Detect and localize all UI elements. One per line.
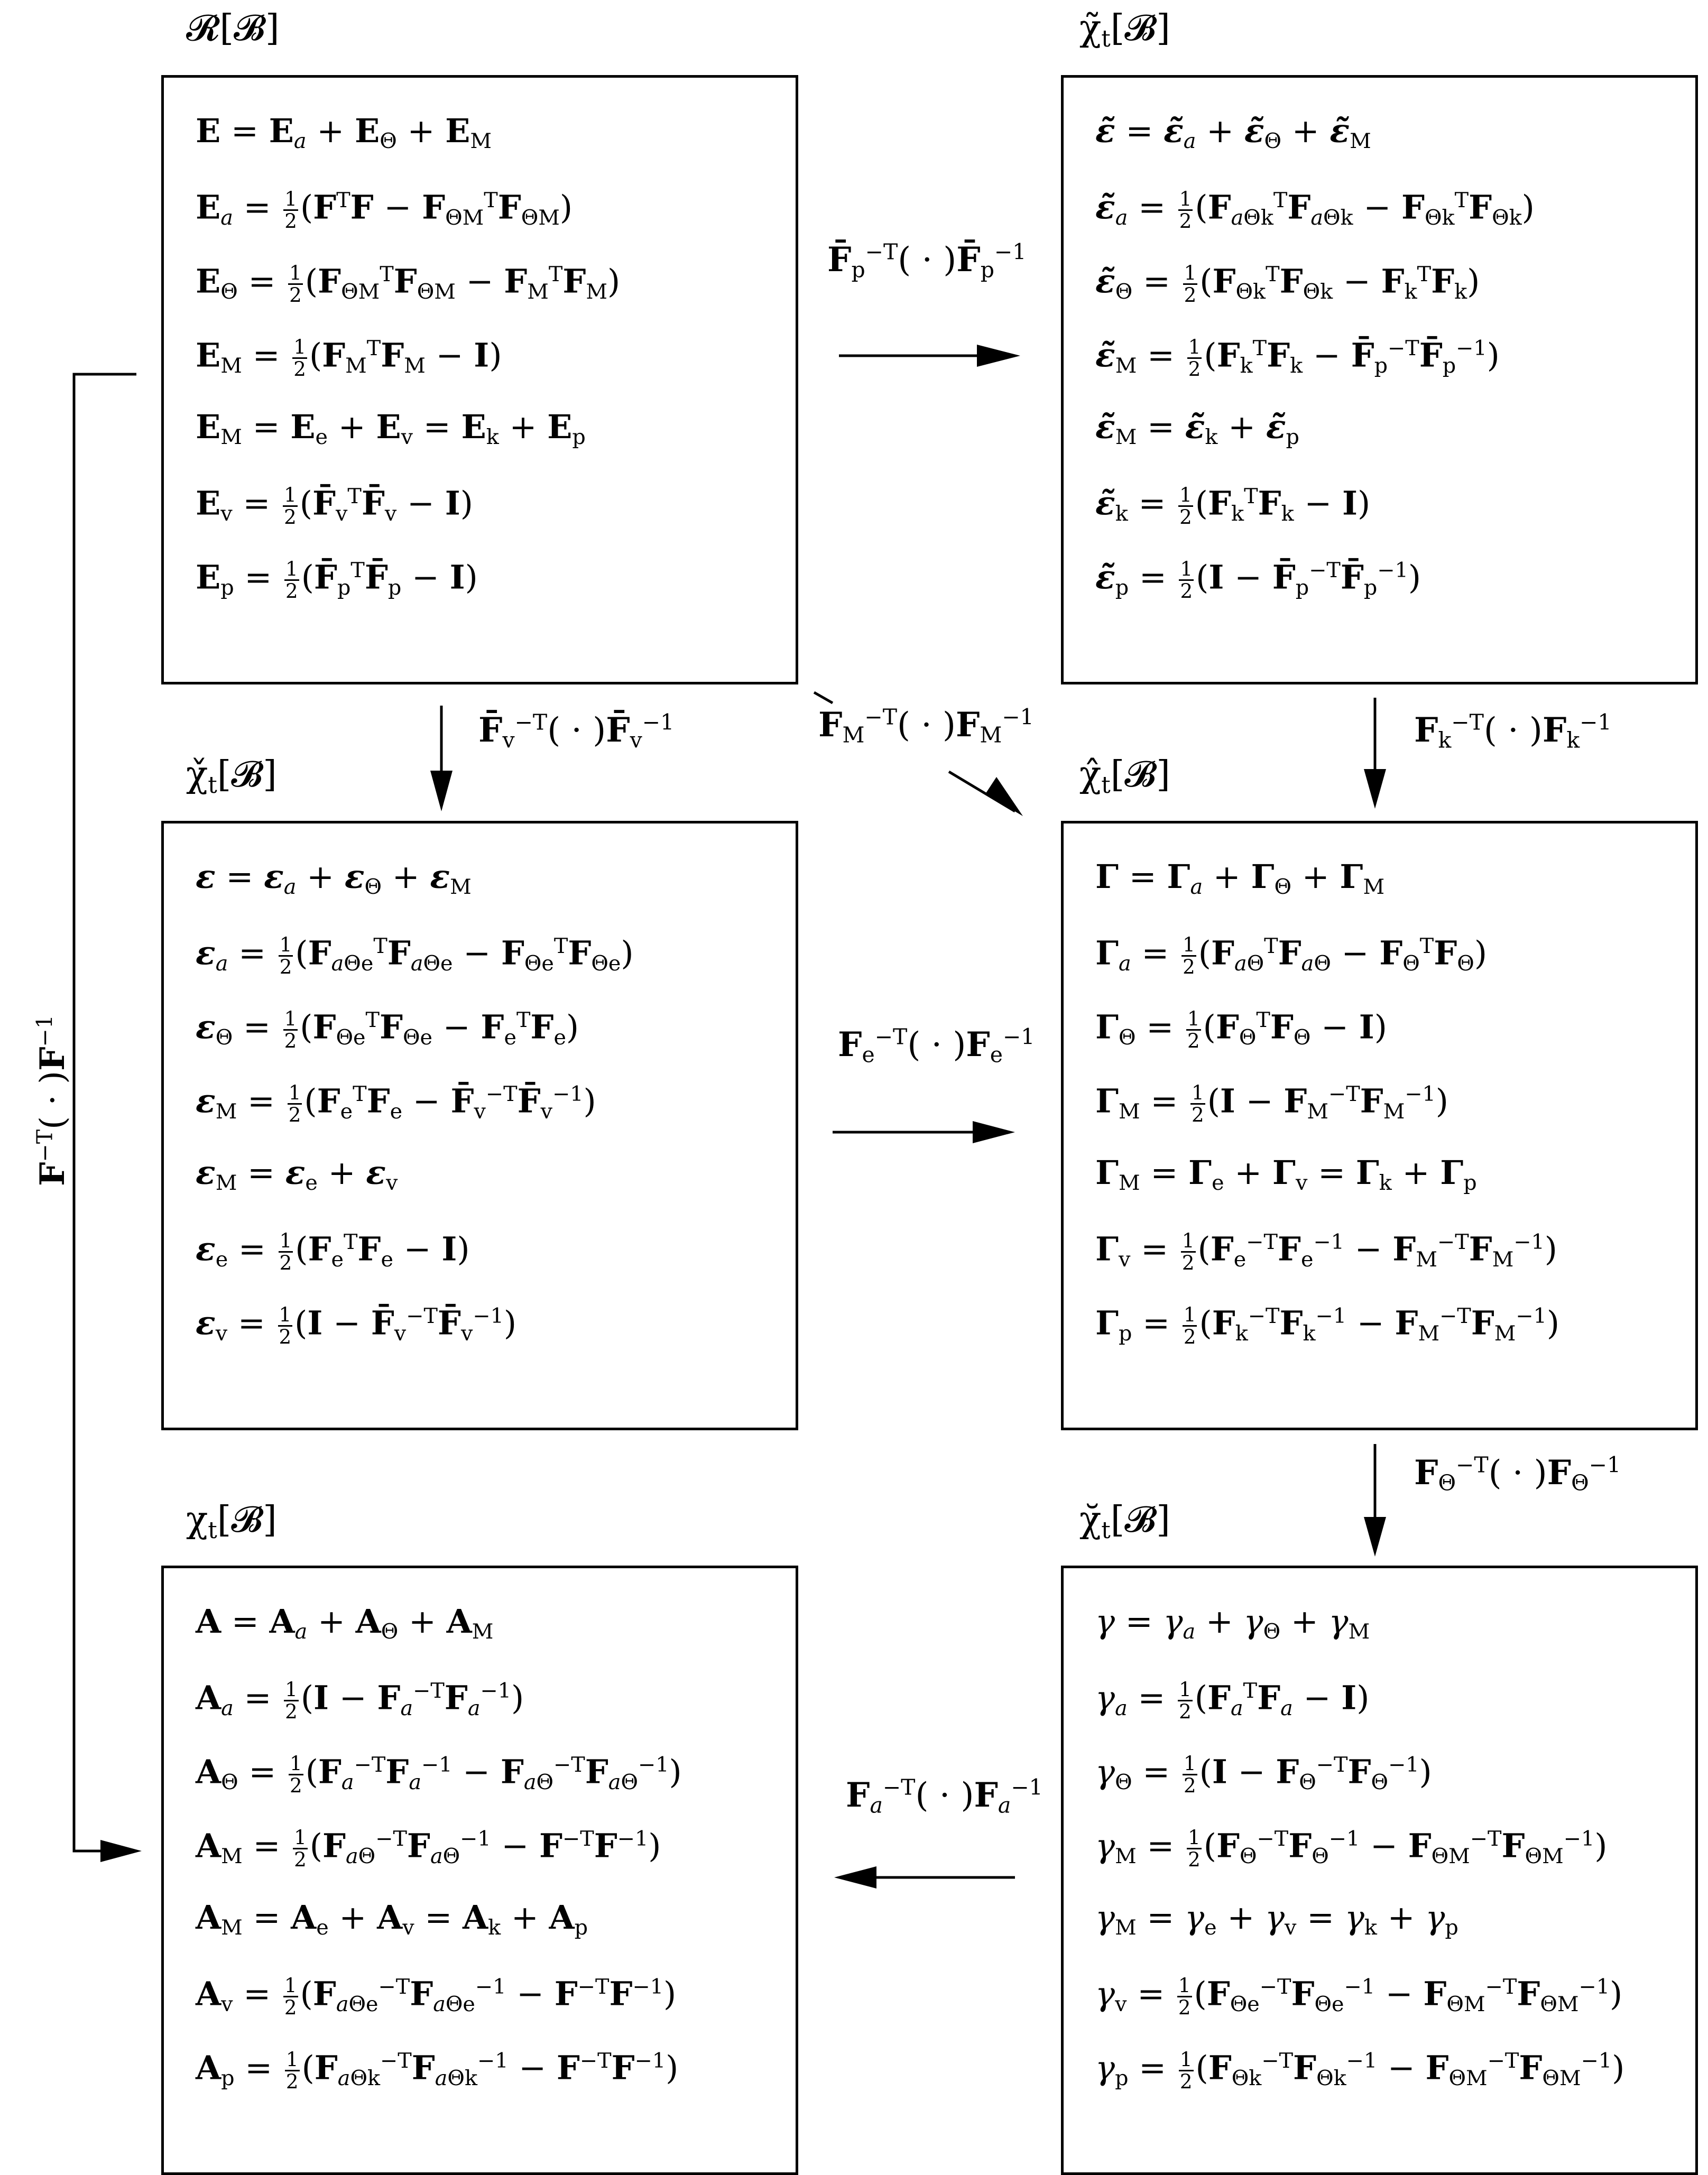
hat-equation-1: $\Gamma = \Gamma_a + \Gamma_\Theta + \Gamma_M$ xyxy=(1095,857,1385,900)
breve-equation-2: $\gamma_a$ = $\frac{1}{2}$ $(F_a^TF_a - I)$ xyxy=(1095,1678,1370,1724)
check-equation-5: $\varepsilon_M = \varepsilon_e + \varepsilon_v$ xyxy=(196,1153,398,1196)
arrow-ref-to-hat-tail xyxy=(814,692,833,703)
tilde-equation-4: $\varepsiloñ_M$ = $\frac{1}{2}$ ($F_k^TF_k$ − $F̄_p^{-T}F̄_p^{-1}$) xyxy=(1095,335,1500,381)
tilde-equation-2: $\varepsiloñ_a$ = $\frac{1}{2}$ $(F_{a\Theta k}^TF_{a\Theta k} - F_{\Theta k}^TF_{\Theta k})$ xyxy=(1095,187,1535,233)
operator-ref-to-check: $F̄_v^{-T}$( · )$F̄_v^{-1}$ xyxy=(478,709,675,753)
operator-hat-to-breve: $F_\Theta^{-T}( \cdot )F_\Theta^{-1}$ xyxy=(1414,1452,1621,1496)
curr-equation-2: $A_a$ = $\frac{1}{2}$ $(I - F_a^{-T}F_a^{-1})$ xyxy=(196,1678,524,1724)
curr-equation-5: $A_M = A_e + A_v = A_k + A_p$ xyxy=(196,1898,588,1940)
ref-equation-5: $E_M = E_e + E_v = E_k + E_p$ xyxy=(196,408,586,450)
operator-ref-to-tilde: $F̄_p^{-T}$( · )$F̄_p^{-1}$ xyxy=(827,239,1027,283)
hat-equation-6: $\Gamma_v$ = $\frac{1}{2}$ $(F_e^{-T}F_e^{-1} - F_M^{-T}F_M^{-1})$ xyxy=(1095,1229,1557,1275)
operator-tilde-to-hat: $F_k^{-T}( \cdot )F_k^{-1}$ xyxy=(1414,709,1612,753)
breve-equation-1: $\gamma = \gamma_a + \gamma_\Theta + \gamma_M$ xyxy=(1095,1602,1370,1644)
tilde-equation-5: $\varepsiloñ_M$ = $\varepsiloñ_k$ + $\varepsiloñ_p$ xyxy=(1095,408,1299,450)
operator-check-to-hat: $F_e^{-T}( \cdot )F_e^{-1}$ xyxy=(838,1024,1035,1068)
hat-equation-3: $\Gamma_\Theta$ = $\frac{1}{2}$ $(F_\Theta^TF_\Theta - I)$ xyxy=(1095,1007,1387,1053)
breve-configuration-label: $\chĭ_t[𝓑]$ xyxy=(1079,1499,1170,1544)
breve-equation-5: $\gamma_M = \gamma_e + \gamma_v = \gamma_k + \gamma_p$ xyxy=(1095,1898,1458,1940)
ref-equation-2: $E_a$ = $\frac{1}{2}$ $(F^TF - F_{\Theta M}^TF_{\Theta M})$ xyxy=(196,187,573,233)
tilde-equation-7: $\varepsiloñ_p$ = $\frac{1}{2}$ $(I - F̄_p^{-T}F̄_p^{-1})$ xyxy=(1095,557,1421,603)
ref-equation-6: $E_v$ = $\frac{1}{2}$ $(F̄_v^TF̄_v - I)$ xyxy=(196,483,473,529)
breve-equation-7: $\gamma_p$ = $\frac{1}{2}$ $(F_{\Theta k}^{-T}F_{\Theta k}^{-1} - F_{\Theta M}^{-T}F_{\Theta M}^{-1})$ xyxy=(1095,2048,1625,2094)
operator-ref-to-hat: $F_M^{-T}( \cdot )F_M^{-1}$ xyxy=(818,704,1034,748)
curr-equation-6: $A_v$ = $\frac{1}{2}$ $(F_{a\Theta e}^{-T}F_{a\Theta e}^{-1} - F^{-T}F^{-1})$ xyxy=(196,1974,677,2020)
ref-equation-3: $E_\Theta$ = $\frac{1}{2}$ $(F_{\Theta M}^TF_{\Theta M} - F_M^TF_M)$ xyxy=(196,261,621,307)
reference-configuration-label: 𝓡[𝓑] xyxy=(186,7,280,49)
current-configuration-label: $\chi_t[𝓑]$ xyxy=(186,1499,277,1544)
check-equation-7: $\varepsilon_v$ = $\frac{1}{2}$ $(I - F̄_v^{-T}F̄_v^{-1})$ xyxy=(196,1303,517,1349)
ref-equation-7: $E_p$ = $\frac{1}{2}$ $(F̄_p^TF̄_p - I)$ xyxy=(196,557,478,603)
breve-equation-6: $\gamma_v$ = $\frac{1}{2}$ $(F_{\Theta e}^{-T}F_{\Theta e}^{-1} - F_{\Theta M}^{-T}F_{\Theta M}^{-1})$ xyxy=(1095,1974,1623,2020)
check-configuration-label: $\chǐ_t[𝓑]$ xyxy=(186,754,277,799)
check-equation-3: $\varepsilon_\Theta$ = $\frac{1}{2}$ $(F_{\Theta e}^TF_{\Theta e} - F_e^TF_e)$ xyxy=(196,1007,579,1053)
tilde-equation-6: $\varepsiloñ_k$ = $\frac{1}{2}$ $(F_k^TF_k - I)$ xyxy=(1095,483,1371,529)
operator-ref-to-curr: $F^{-T}( \cdot )F^{-1}$ xyxy=(32,1015,72,1186)
curr-equation-4: $A_M$ = $\frac{1}{2}$ $(F_{a\Theta}^{-T}F_{a\Theta}^{-1} - F^{-T}F^{-1})$ xyxy=(196,1826,661,1872)
operator-breve-to-curr: $F_a^{-T}( \cdot )F_a^{-1}$ xyxy=(846,1774,1043,1818)
tilde-equation-3: $\varepsiloñ_\Theta$ = $\frac{1}{2}$ $(F_{\Theta k}^TF_{\Theta k} - F_k^TF_k)$ xyxy=(1095,261,1480,307)
breve-equation-3: $\gamma_\Theta$ = $\frac{1}{2}$ $(I - F_\Theta^{-T}F_\Theta^{-1})$ xyxy=(1095,1752,1432,1798)
hat-equation-4: $\Gamma_M$ = $\frac{1}{2}$ $(I - F_M^{-T}F_M^{-1})$ xyxy=(1095,1081,1448,1127)
hat-equation-2: $\Gamma_a$ = $\frac{1}{2}$ $(F_{a\Theta}^TF_{a\Theta} - F_\Theta^TF_\Theta)$ xyxy=(1095,933,1488,979)
check-equation-6: $\varepsilon_e$ = $\frac{1}{2}$ $(F_e^TF_e - I)$ xyxy=(196,1229,470,1275)
curr-equation-3: $A_\Theta$ = $\frac{1}{2}$ $(F_a^{-T}F_a^{-1} - F_{a\Theta}^{-T}F_{a\Theta}^{-1})$ xyxy=(196,1752,682,1798)
ref-equation-1: $E = E_a + E_\Theta + E_M$ xyxy=(196,112,492,154)
check-equation-1: $\varepsilon = \varepsilon_a + \varepsilon_\Theta + \varepsilon_M$ xyxy=(196,857,472,900)
arrow-ref-to-curr xyxy=(74,374,136,1851)
tilde-equation-1: ε̃ = $\varepsiloñ_a$ + $\varepsiloñ_\Theta$ + $\varepsiloñ_M$ xyxy=(1095,112,1371,154)
hat-equation-7: $\Gamma_p$ = $\frac{1}{2}$ $(F_k^{-T}F_k^{-1} - F_M^{-T}F_M^{-1})$ xyxy=(1095,1303,1560,1349)
breve-equation-4: $\gamma_M$ = $\frac{1}{2}$ $(F_\Theta^{-T}F_\Theta^{-1} - F_{\Theta M}^{-T}F_{\Theta M}^{-1})$ xyxy=(1095,1826,1608,1872)
curr-equation-7: $A_p$ = $\frac{1}{2}$ $(F_{a\Theta k}^{-T}F_{a\Theta k}^{-1} - F^{-T}F^{-1})$ xyxy=(196,2048,679,2094)
curr-equation-1: $A = A_a + A_\Theta + A_M$ xyxy=(196,1602,494,1644)
check-equation-4: $\varepsilon_M$ = $\frac{1}{2}$ ($F_e^TF_e$ − $F̄_v^{-T}F̄_v^{-1}$) xyxy=(196,1081,596,1127)
tilde-configuration-label: $\chĩ_t[𝓑]$ xyxy=(1079,7,1170,53)
ref-equation-4: $E_M$ = $\frac{1}{2}$ $(F_M^TF_M - I)$ xyxy=(196,335,502,381)
hat-equation-5: $\Gamma_M = \Gamma_e + \Gamma_v = \Gamma_k + \Gamma_p$ xyxy=(1095,1153,1477,1196)
check-equation-2: $\varepsilon_a$ = $\frac{1}{2}$ $(F_{a\Theta e}^TF_{a\Theta e} - F_{\Theta e}^TF_{\Theta e})$ xyxy=(196,933,634,979)
hat-configuration-label: $\chî_t[𝓑]$ xyxy=(1079,754,1170,799)
